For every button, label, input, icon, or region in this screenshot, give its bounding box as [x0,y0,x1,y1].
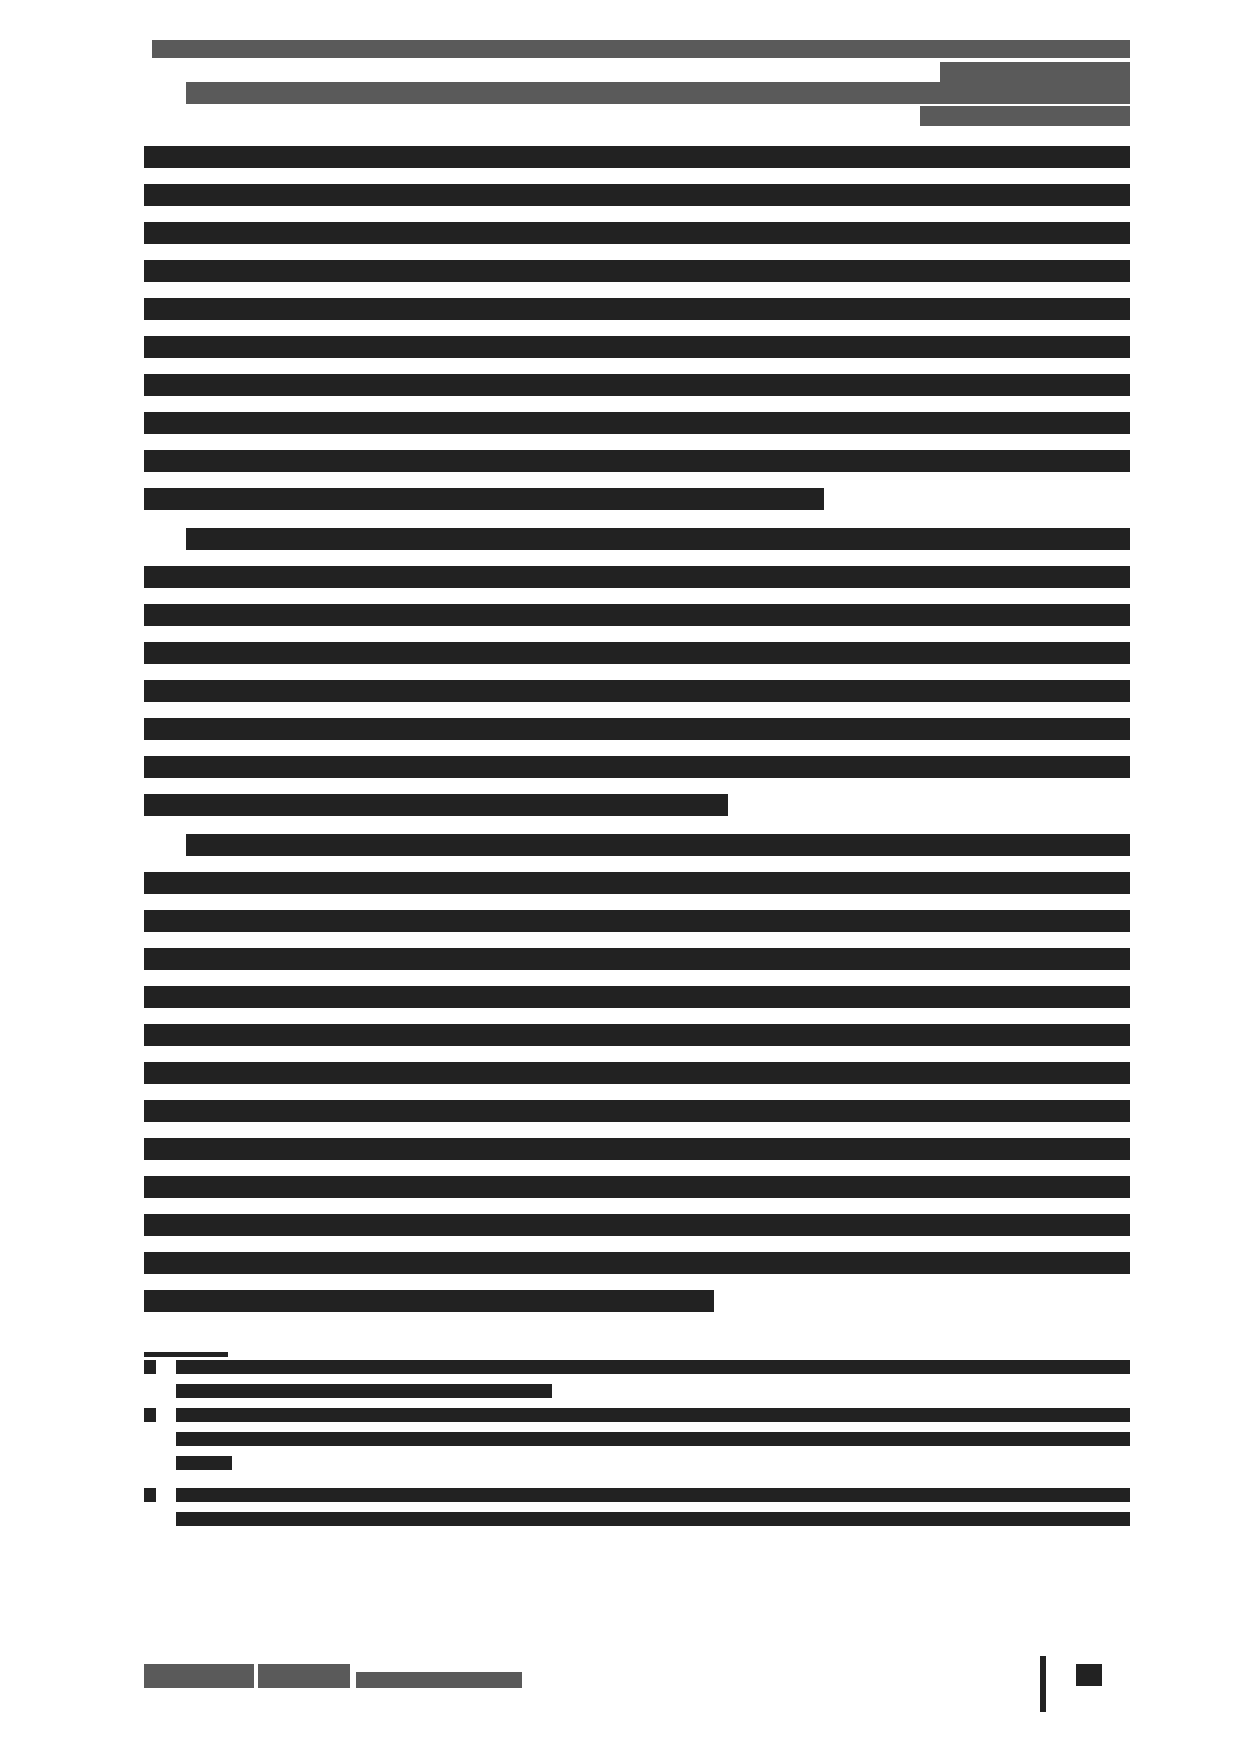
footnote-marker [144,1488,156,1502]
page-number [1076,1664,1102,1686]
footnote-marker [144,1408,156,1422]
header-line-1 [0,0,1,1]
footer-divider [1040,1656,1046,1712]
footnote-marker [144,1360,156,1374]
